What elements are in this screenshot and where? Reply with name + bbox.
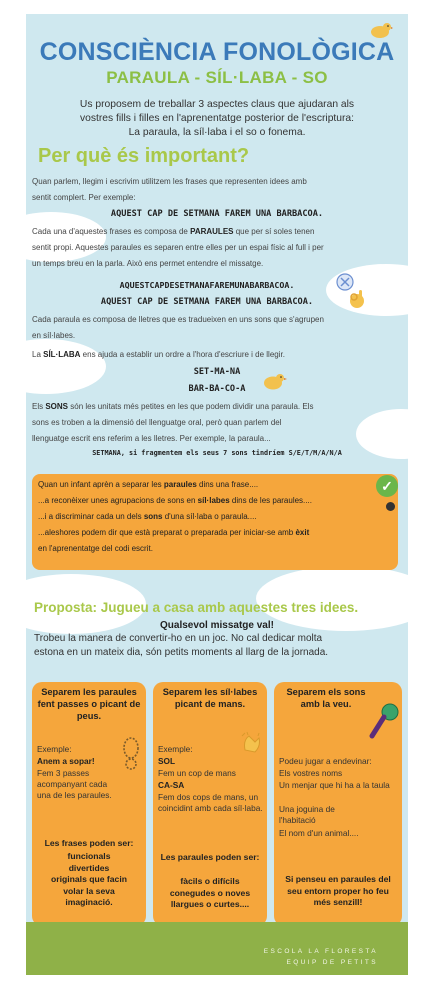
intro-line: La paraula, la síl·laba i el so o fonema.	[128, 127, 306, 138]
text-line: Cada paraula es composa de lletres que es tradueixen en uns sons que s'agrupen	[32, 315, 324, 324]
bird-icon	[261, 370, 287, 392]
why-heading: Per què és important?	[38, 145, 250, 167]
highlight-line	[38, 528, 309, 537]
hand-ok-icon	[346, 288, 368, 310]
keyword-paraules: PARAULES	[190, 227, 234, 236]
card-example: Anem a sopar!	[37, 756, 95, 766]
text-line	[32, 347, 400, 363]
text-part: són les unitats més petites en les que podem dividir una paraula. Els	[68, 402, 314, 411]
text-line: estona en un mateix dia, són petits moments al llarg de la jornada.	[34, 647, 329, 658]
card-syllables	[153, 682, 267, 926]
check-icon: ✓	[376, 475, 398, 497]
card-text: Una joguina de l'habitació	[279, 804, 335, 825]
example-sounds: SETMANA, si fragmentem els seus 7 sons tindríem S/E/T/M/A/N/A	[92, 449, 342, 457]
text-part: Quan un infant aprèn a separar les	[38, 480, 164, 489]
text-line: un temps breu en la parla. Això ens permet entendre el missatge.	[32, 259, 264, 268]
keyword: èxit	[295, 528, 310, 537]
text-part: d'una síl·laba o paraula....	[162, 512, 257, 521]
proposal-heading: Proposta: Jugueu a casa amb aquestes tres idees.	[34, 600, 359, 615]
text-part: ...i a discriminar cada un dels	[38, 512, 144, 521]
card-title: Separem les síl·labes picant de mans.	[162, 687, 258, 709]
card-sounds	[274, 682, 402, 926]
keyword: sons	[143, 512, 163, 521]
text-line: en síl·labes.	[32, 331, 76, 340]
poster	[26, 14, 408, 975]
card-text: Fem un cop de mans	[158, 768, 236, 778]
highlight-box	[32, 474, 398, 570]
footer-school: ESCOLA LA FLORESTA	[263, 948, 378, 955]
text-line: Quan parlem, llegim i escrivim utilitzem les frases que representen idees amb	[32, 177, 307, 186]
example-sentence: AQUEST CAP DE SETMANA FAREM UNA BARBACOA.	[110, 209, 324, 219]
why-paragraph-5	[32, 399, 400, 447]
card-example: CA-SA	[158, 780, 185, 790]
card-words	[32, 682, 146, 926]
text-line	[32, 224, 400, 240]
card-text: Fem 3 passes acompanyant cada una de les paraules.	[37, 768, 112, 800]
highlight-line: en l'aprenentatge del codi escrit.	[38, 544, 153, 553]
text-part: que per sí soles tenen	[233, 227, 315, 236]
proposal-subheading: Qualsevol missatge val!	[160, 620, 274, 631]
card-title: Separem les paraules fent passes o picant de peus.	[37, 687, 141, 721]
poster-title: CONSCIÈNCIA FONOLÒGICA	[39, 38, 395, 66]
card-text: Exemple:	[158, 744, 193, 754]
text-part: La	[32, 350, 44, 359]
why-paragraph-4	[32, 347, 400, 363]
intro-line: vostres fills i filles en l'aprenentatge posterior de l'escriptura:	[79, 113, 355, 124]
text-line	[32, 399, 400, 415]
keyword: paraules	[163, 480, 197, 489]
text-part: Cada una d'aquestes frases es composa de	[32, 227, 191, 236]
text-part: dins una frase....	[196, 480, 259, 489]
highlight-line	[38, 496, 312, 505]
keyword-sillaba: SÍL·LABA	[43, 350, 81, 359]
card-title: Separem els sons amb la veu.	[286, 687, 366, 709]
card-footer-title: Les frases poden ser:	[44, 838, 134, 848]
example-no-spaces: AQUESTCAPDESETMANAFAREMUNABARBACOA.	[119, 280, 295, 290]
intro-text	[50, 98, 384, 140]
example-syllables-2: BAR-BA-CO-A	[188, 384, 246, 394]
text-line: sons es troben a la dimensió del llenguatge oral, però quan parlem del	[32, 418, 282, 427]
footer-team: EQUIP DE PETITS	[286, 959, 378, 966]
example-syllables-1: SET-MA-NA	[193, 367, 241, 377]
keyword: síl·labes	[197, 496, 230, 505]
text-part: Els	[32, 402, 46, 411]
highlight-line	[38, 480, 258, 489]
poster-subtitle: PARAULA - SÍL·LABA - SO	[106, 68, 328, 87]
why-paragraph-1	[32, 174, 400, 206]
text-line: llenguatge escrit ens referim a les lletres. Per exemple, la paraula...	[32, 434, 271, 443]
card-footer-text: Si penseu en paraules del seu entorn proper ho feu més senzill!	[285, 874, 391, 907]
text-part: ...aleshores podem dir que està preparat o preparada per iniciar-se amb	[38, 528, 296, 537]
card-text: Podeu jugar a endevinar:	[279, 756, 372, 766]
card-text: Fem dos cops de mans, un coincidint amb cada síl·laba.	[158, 792, 263, 813]
card-text: Un menjar que hi ha a la taula	[279, 780, 390, 790]
why-paragraph-3	[32, 312, 400, 344]
text-line: sentit propi. Aquestes paraules es separen entre elles per un espai físic al full i per	[32, 243, 324, 252]
card-footer-text: funcionals divertides originals que facin volar la seva imaginació.	[51, 851, 127, 907]
proposal-text	[34, 632, 400, 660]
card-text: Els vostres noms	[279, 768, 343, 778]
card-example: SOL	[158, 756, 176, 766]
card-text: El nom d'un animal....	[279, 828, 359, 838]
clapping-hands-icon	[239, 730, 265, 756]
example-with-spaces: AQUEST CAP DE SETMANA FAREM UNA BARBACOA.	[100, 297, 314, 307]
microphone-icon	[368, 702, 400, 742]
keyword-sons: SONS	[45, 402, 69, 411]
footprint-icon	[120, 736, 142, 770]
intro-line: Us proposem de treballar 3 aspectes claus que ajudaran als	[79, 99, 355, 110]
text-part: ...a reconèixer unes agrupacions de sons en	[38, 496, 198, 505]
card-footer-text: fàcils o difícils conegudes o noves llargues o curtes....	[169, 876, 251, 909]
pin-icon	[386, 502, 395, 511]
text-line: sentit complert. Per exemple:	[32, 193, 136, 202]
highlight-line	[38, 512, 257, 521]
bird-icon	[369, 20, 393, 40]
footer	[26, 922, 408, 975]
why-paragraph-2	[32, 224, 400, 272]
card-text: Exemple:	[37, 744, 72, 754]
text-part: dins de les paraules....	[229, 496, 312, 505]
text-part: ens ajuda a establir un ordre a l'hora d'escriure i de llegir.	[80, 350, 285, 359]
card-footer-title: Les paraules poden ser:	[160, 852, 260, 862]
text-line: Trobeu la manera de convertir-ho en un joc. No cal dedicar molta	[34, 633, 323, 644]
